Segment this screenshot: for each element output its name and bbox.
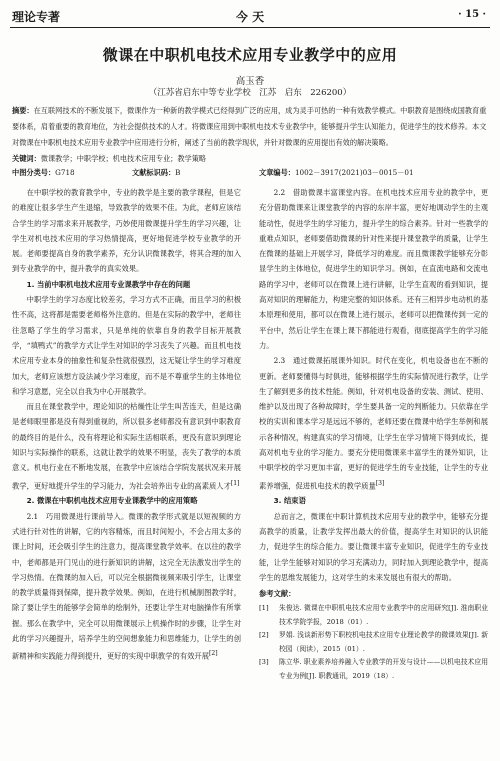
abstract-text: 在互联网技术的不断发展下，微课作为一种新的教学模式已经得到广泛的应用，成为灵手可热的一种有效教学模式。中职教育是围绕成国教育重要体系，肩着重要的教育地位，为社会提供技术的人才。将微课应用到中职机电技术专业教学中，能够提升学生认知能力，促进学生的技术修养。本文对微课在中职机电技术应用专业教学中应用进行分析，阐述了当前的教学现状，并针对微课的应用提出有效的解决策略。 [12,106,487,147]
reference-item [259,629,488,656]
reference-text: 陈立华. 职业素养培养融入专业教学的开发与设计——以机电技术应用专业为例[J]. 职教通讯，2019（18）. [279,658,488,680]
paragraph-text: 2.1 巧用微课进行课前导入。微课的教学形式就是以短视频的方式进行针对性的讲解，它的内容精炼，而且时间短小，不会占用太多的课上时间，还会吸引学生的注意力，提高课堂教学效率。在以往的教学中，老师都是开门见山的进行新知识的讲解，这完全无法激发出学生的学习热情。在微课的加入后，可以完全根据微视频来吸引学生，让课堂的教学质量得到保障，提升教学效果。例如，在进行机械制图教学时，除了要让学生的能够学会简单的绘制外，还要让学生对电脑操作有所掌握。那么在教学中，完全可以用微课展示上机操作时的步骤，让学生对此的学习兴趣提升，培养学生的空间想象能力和思维能力，让学生的创新精神和实践能力得到提升，更好的实现中职教学的有效开展 [12,511,241,661]
author-affiliation: （江苏省启东中等专业学校 江苏 启东 226200） [148,88,352,98]
references-heading: 参考文献： [259,589,296,599]
section-heading-2: 2. 微课在中职机电技术应用专业课教学中的应用策略 [26,496,198,506]
abstract [12,103,490,151]
keywords-text: 微课教学；中职学校；机电技术应用专业；教学策略 [40,154,207,163]
running-header [0,0,500,30]
paragraph [12,399,241,493]
citation-mark: [2] [209,650,218,658]
paragraph-text: 2.3 通过微课拓展课外知识。时代在变化，机电设备也在不断的更新。老师要懂得与时俱进，能够根据学生的实际情况进行教学，让学生了解到更多的技术性能。例如，针对机电设备的安装、测试、使用、维护以及出现了各种故障时，学生要具备一定的判断能力。只依靠在学校的实训和课本学习是远远不够的，老师还要在微课中给学生举例和展示各种情况，构建真实的学习情境，让学生在学习情境下得到成长，提高对机电专业的学习能力。要充分使用微课来丰富学生的课外知识，让中职学校的学习更加丰富，更好的促进学生的专业技能，让学生的专业素养增强，促进机电技术的教学质量 [259,356,488,491]
section-heading-3: 3. 结束语 [273,496,306,506]
author-name: 高玉香 [235,76,265,87]
left-column [12,185,241,664]
paragraph [12,509,241,664]
page-number: · 15 · [458,9,486,20]
journal-name: 今 天 [235,10,265,24]
paragraph: 2.2 借助微课丰富课堂内容。在机电技术应用专业的教学中，更充分借助微课来让课堂教学的内容的东岸丰富，更好地调动学生的主观能动性，促进学生的学习能力，提升学生的综合素养。针对一些教学的重难点知识，老师要借助微课的针对性来提升课堂教学的质量，让学生在微课的基础上开展学习，降低学习的难度。而且微课教学能够充分彰显学生的主体地位，促进学生的知识学习。例如，在直流电路和交流电路的学习中，老师可以在微课上进行讲解，让学生直观的看到知识，提高对知识的理解能力，构建完整的知识体系。还有三相异步电动机的基本原理和使用，都可以在微课上进行展示，老师可以把微课传到一定的平台中，然后让学生在课上课下都能进行观看，彻底提高学生的学习能力。 [259,188,488,350]
article-number-value: 1002－3917(2021)03－0015－01 [294,168,414,177]
doc-code-label: 文献标识码： [132,168,176,177]
paragraph [259,353,488,493]
clc-value: G718 [55,168,75,177]
reference-item [259,602,488,629]
header-rule [10,27,490,28]
doc-code-value: B [175,168,181,177]
column-name: 理论专著 [12,10,61,24]
citation-mark: [3] [375,479,385,487]
article-number-label: 文章编号： [259,168,295,177]
section-heading-1: 1. 当前中职机电技术应用专业课教学中存在的问题 [26,279,191,289]
reference-text: 朱俊达. 微课在中职机电技术应用专业教学中的应用研究[J]. 淮南职业技术学院学报，2018（01）. [279,604,488,626]
article-title: 微课在中职机电技术应用专业教学中的应用 [102,46,398,64]
keywords-label: 关键词： [12,154,41,163]
abstract-label: 摘要： [12,106,34,115]
right-column [259,185,488,683]
paragraph-text: 而且在课堂教学中，理论知识的枯燥性让学生叫苦连天，但是这确是老师眼里都是没有得到重视的，所以很多老师都没有意识到中职教育的最终目的是什么，没有将理论和实际生活相联系，更没有意识到理论知识与实际操作的联系，这就让教学的效果不明显，丧失了教学的本质意义。机电行业在不断地发展，在教学中应该结合学院发展状况来开展教学，更好地提升学生的学习能力，为社会培养出专业的高素质人才 [12,402,241,491]
citation-mark: [1] [230,479,240,487]
intro-paragraph: 在中职学校的教育教学中，专业的教学是主要的教学课程，但是它的难度让很多学生产生退缩，导致教学的效果不佳。为此，老师应该结合学生的学习需求来开展教学，巧妙使用微课提升学生的学习兴趣，让学生对机电技术应用的学习热情提高，更好地促进学校专业教学的开展。老师要提高自身的教学素养，充分认识微课教学，将其合理的加入到专业教学的中，提升教学的真实效果。 [12,188,241,274]
paragraph: 中职学生的学习态度比较差劣，学习方式不正确，而且学习的积极性不高，这将都是需要老师格外注意的。但是在实际的教学中，老师往往忽略了学生的学习需求，只是单纯的依靠自身的教学目标开展教学，“填鸭式”的教学方式让学生对知识的学习丧失了兴趣。而且机电技术应用专业本身的抽象性和复杂性就很强烈，这无疑让学生的学习难度加大，老师应该想方设法减少学习难度，而不是不尊重学生的主体地位和学习意愿，完全以自我为中心开展教学。 [12,295,241,396]
reference-number: [3] [259,658,269,667]
reference-number: [1] [259,604,269,613]
keywords [12,153,490,165]
conclusion-paragraph: 总而言之，微课在中职计算机技术应用专业的教学中，能够充分提高教学的质量，让教学发挥出最大的价值，提高学生对知识的认识能力，促进学生的综合能力。要让微课丰富专业知识，促进学生的专业技能，让学生能够对知识的学习充满动力，同时加入到理论教学中，提高学生的思维发展能力，这对学生的未来发展也有很大的帮助。 [259,511,488,582]
references-list [259,602,488,683]
reference-number: [2] [259,631,269,640]
clc-label: 中图分类号： [12,168,56,177]
reference-text: 罗娟. 浅谈新形势下职校机电技术应用专业理论教学的微课效果[J]. 新校园（阅读），2015（01）. [279,631,488,653]
reference-item [259,656,488,683]
